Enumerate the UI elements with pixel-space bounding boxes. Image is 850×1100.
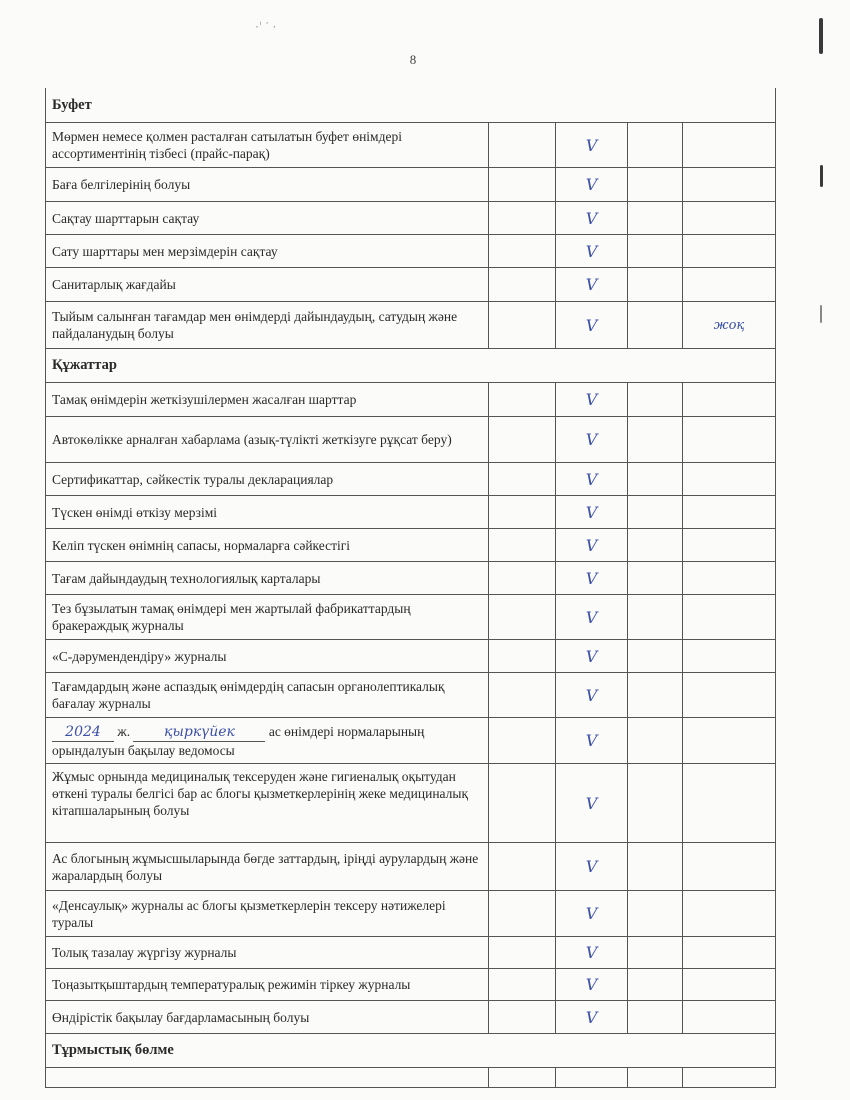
- check-mark: V: [556, 764, 628, 843]
- empty-cell: [489, 937, 556, 969]
- empty-cell: [628, 417, 683, 463]
- empty-cell: [683, 1068, 776, 1088]
- empty-cell: [628, 1068, 683, 1088]
- check-mark: V: [556, 1001, 628, 1034]
- empty-cell: [489, 383, 556, 417]
- empty-cell: [683, 417, 776, 463]
- criterion-text: Толық тазалау жүргізу журналы: [46, 937, 489, 969]
- scan-mark: ·ˈ ′ ·: [255, 20, 277, 34]
- empty-cell: [628, 168, 683, 202]
- empty-cell: [489, 640, 556, 673]
- empty-cell: [489, 417, 556, 463]
- empty-cell: [628, 764, 683, 843]
- handwritten-note: жоқ: [683, 302, 776, 349]
- check-mark: V: [556, 718, 628, 764]
- check-mark: V: [556, 168, 628, 202]
- table-row: [46, 202, 776, 235]
- check-mark: V: [556, 202, 628, 235]
- table-row: [46, 168, 776, 202]
- empty-cell: [489, 673, 556, 718]
- criterion-text: «С-дәрумендендіру» журналы: [46, 640, 489, 673]
- check-mark: V: [556, 496, 628, 529]
- empty-cell: [489, 718, 556, 764]
- check-mark: V: [556, 969, 628, 1001]
- empty-cell: [489, 891, 556, 937]
- empty-cell: [628, 718, 683, 764]
- table-row: [46, 562, 776, 595]
- criterion-text: Тез бұзылатын тамақ өнімдері мен жартылай фабрикаттардың бракераждық журналы: [46, 595, 489, 640]
- criterion-text: «Денсаулық» журналы ас блогы қызметкерлерін тексеру нәтижелері туралы: [46, 891, 489, 937]
- criterion-text: Тоңазытқыштардың температуралық режимін тіркеу журналы: [46, 969, 489, 1001]
- criterion-text: Мөрмен немесе қолмен расталған сатылатын буфет өнімдері ассортиментінің тізбесі (прайс-парақ): [46, 123, 489, 168]
- inspection-table: [45, 88, 776, 1088]
- criterion-text: Сату шарттары мен мерзімдерін сақтау: [46, 235, 489, 268]
- section-header-row: [46, 1034, 776, 1068]
- empty-cell: [489, 529, 556, 562]
- empty-cell: [628, 937, 683, 969]
- table-row: [46, 235, 776, 268]
- table-row: [46, 1001, 776, 1034]
- section-title-buffet: Буфет: [46, 89, 776, 123]
- table-row: [46, 764, 776, 843]
- empty-cell: [683, 529, 776, 562]
- criterion-text: Санитарлық жағдайы: [46, 268, 489, 302]
- empty-cell: [628, 202, 683, 235]
- empty-cell: [683, 718, 776, 764]
- empty-cell: [628, 302, 683, 349]
- empty-cell: [683, 764, 776, 843]
- empty-cell: [489, 1001, 556, 1034]
- criterion-text: Өндірістік бақылау бағдарламасының болуы: [46, 1001, 489, 1034]
- empty-cell: [683, 673, 776, 718]
- empty-cell: [683, 937, 776, 969]
- check-mark: V: [556, 235, 628, 268]
- table-row: [46, 937, 776, 969]
- empty-cell: [489, 235, 556, 268]
- criterion-text: Сертификаттар, сәйкестік туралы декларациялар: [46, 463, 489, 496]
- criterion-text: Тыйым салынған тағамдар мен өнімдерді дайындаудың, сатудың және пайдаланудың болуы: [46, 302, 489, 349]
- empty-cell: [46, 1068, 489, 1088]
- empty-cell: [628, 843, 683, 891]
- empty-cell: [489, 302, 556, 349]
- table-row: [46, 640, 776, 673]
- criterion-text: Тағамдардың және аспаздық өнімдердің сапасын органолептикалық бағалау журналы: [46, 673, 489, 718]
- empty-cell: [683, 496, 776, 529]
- criterion-text: Тамақ өнімдерін жеткізушілермен жасалған шарттар: [46, 383, 489, 417]
- check-mark: V: [556, 673, 628, 718]
- check-mark: V: [556, 937, 628, 969]
- empty-cell: [628, 1001, 683, 1034]
- empty-cell: [628, 268, 683, 302]
- empty-cell: [628, 463, 683, 496]
- empty-cell: [489, 843, 556, 891]
- note-cell: [683, 235, 776, 268]
- empty-cell: [489, 595, 556, 640]
- empty-cell: [628, 529, 683, 562]
- page-number: 8: [409, 52, 417, 67]
- criterion-text: Тағам дайындаудың технологиялық карталары: [46, 562, 489, 595]
- empty-cell: [556, 1068, 628, 1088]
- empty-cell: [489, 764, 556, 843]
- empty-cell: [683, 969, 776, 1001]
- table-row: [46, 673, 776, 718]
- check-mark: V: [556, 383, 628, 417]
- scan-edge-mark: [819, 18, 823, 54]
- check-mark: V: [556, 463, 628, 496]
- scan-edge-mark: [820, 305, 822, 323]
- table-row: [46, 529, 776, 562]
- table-row: [46, 123, 776, 168]
- empty-cell: [628, 595, 683, 640]
- table-row: [46, 417, 776, 463]
- empty-cell: [628, 562, 683, 595]
- note-cell: [683, 123, 776, 168]
- check-mark: V: [556, 529, 628, 562]
- criterion-text-tail: ас өнімдері нормаларының орындалуын бақылау ведомосы: [52, 723, 425, 758]
- year-suffix: ж.: [117, 723, 131, 739]
- check-mark: V: [556, 302, 628, 349]
- check-mark: V: [556, 891, 628, 937]
- empty-cell: [628, 673, 683, 718]
- handwritten-year: 2024: [52, 724, 114, 742]
- table-row: [46, 595, 776, 640]
- empty-cell: [628, 383, 683, 417]
- criterion-text: Жұмыс орнында медициналық тексеруден және гигиеналық оқытудан өткені туралы белгісі бар ас блогы қызметкерлерінің жеке медициналық кітапшаларының болуы: [46, 764, 489, 843]
- empty-cell: [683, 1001, 776, 1034]
- criterion-text: [46, 718, 489, 764]
- check-mark: V: [556, 843, 628, 891]
- table-row: [46, 891, 776, 937]
- empty-cell: [683, 463, 776, 496]
- empty-cell: [489, 168, 556, 202]
- criterion-text: Сақтау шарттарын сақтау: [46, 202, 489, 235]
- table-row: [46, 843, 776, 891]
- empty-cell: [489, 123, 556, 168]
- empty-cell: [683, 595, 776, 640]
- empty-cell: [628, 891, 683, 937]
- note-cell: [683, 268, 776, 302]
- table-row: [46, 383, 776, 417]
- check-mark: V: [556, 562, 628, 595]
- section-title-household-room: Тұрмыстық бөлме: [46, 1034, 776, 1068]
- criterion-text: Ас блогының жұмысшыларында бөгде заттардың, іріңді аурулардың және жаралардың болуы: [46, 843, 489, 891]
- empty-cell: [489, 969, 556, 1001]
- check-mark: V: [556, 123, 628, 168]
- criterion-text: Баға белгілерінің болуы: [46, 168, 489, 202]
- table-row: [46, 496, 776, 529]
- empty-cell: [628, 123, 683, 168]
- empty-cell: [683, 891, 776, 937]
- empty-cell: [683, 843, 776, 891]
- table-row: [46, 302, 776, 349]
- scan-edge-mark: [820, 165, 823, 187]
- empty-cell: [628, 969, 683, 1001]
- criterion-text: Келіп түскен өнімнің сапасы, нормаларға сәйкестігі: [46, 529, 489, 562]
- check-mark: V: [556, 417, 628, 463]
- empty-cell: [628, 496, 683, 529]
- note-cell: [683, 168, 776, 202]
- handwritten-month: қыркүйек: [133, 724, 265, 742]
- check-mark: V: [556, 640, 628, 673]
- empty-cell: [489, 268, 556, 302]
- table-row: [46, 1068, 776, 1088]
- criterion-text: Түскен өнімді өткізу мерзімі: [46, 496, 489, 529]
- empty-cell: [489, 463, 556, 496]
- table-row: [46, 463, 776, 496]
- empty-cell: [489, 496, 556, 529]
- empty-cell: [683, 640, 776, 673]
- table-row: [46, 718, 776, 764]
- table-row: [46, 268, 776, 302]
- section-header-row: [46, 349, 776, 383]
- section-title-documents: Құжаттар: [46, 349, 776, 383]
- criterion-text: Автокөлікке арналған хабарлама (азық-түлікті жеткізуге рұқсат беру): [46, 417, 489, 463]
- empty-cell: [489, 202, 556, 235]
- table-row: [46, 969, 776, 1001]
- empty-cell: [628, 640, 683, 673]
- check-mark: V: [556, 595, 628, 640]
- section-header-row: [46, 89, 776, 123]
- empty-cell: [628, 235, 683, 268]
- note-cell: [683, 202, 776, 235]
- empty-cell: [683, 562, 776, 595]
- empty-cell: [489, 562, 556, 595]
- empty-cell: [489, 1068, 556, 1088]
- check-mark: V: [556, 268, 628, 302]
- empty-cell: [683, 383, 776, 417]
